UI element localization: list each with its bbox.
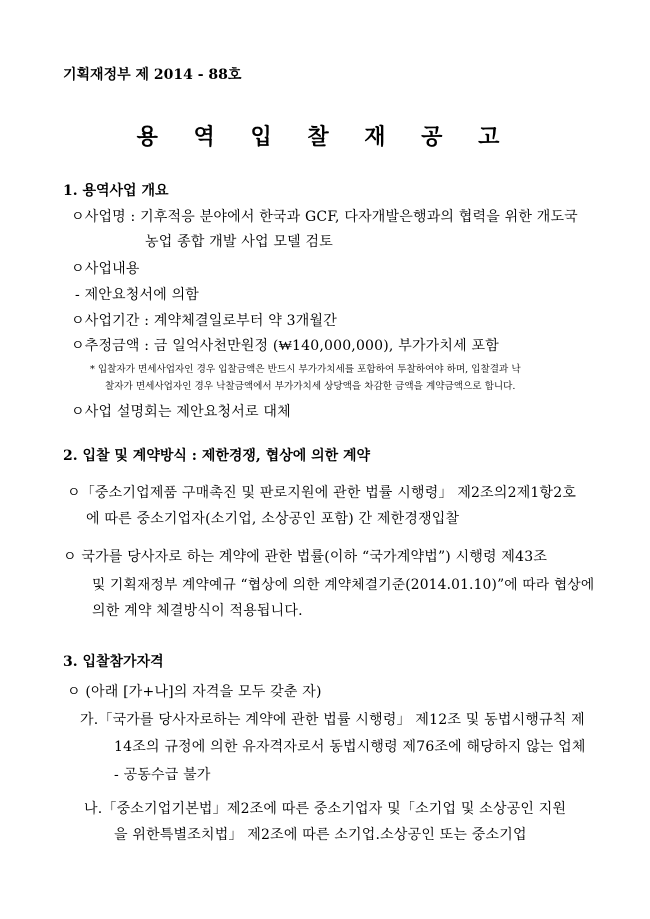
estimated-price: ㅇ추정금액 : 금 일억사천만원정 (₩140,000,000), 부가가치세 포함 (71, 338, 499, 354)
tax-note-line-2: 찰자가 면세사업자인 경우 낙찰금액에서 부가가치세 상당액을 차감한 금액을 계약금액으로 합니다. (105, 381, 516, 392)
qualification-ga-line-2: 14조의 규정에 의한 유자격자로서 동법시행령 제76조에 해당하지 않는 업체 (114, 739, 586, 755)
bid-method-item-2-line-3: 의한 계약 체결방식이 적용됩니다. (92, 603, 303, 619)
project-content-label: ㅇ사업내용 (71, 261, 140, 277)
qualification-ga-line-3: - 공동수급 불가 (114, 767, 211, 783)
bid-method-item-1-line-2: 에 따른 중소기업자(소기업, 소상공인 포함) 간 제한경쟁입찰 (86, 511, 460, 527)
project-content-value: - 제안요청서에 의함 (75, 287, 200, 303)
project-name-line-2: 농업 종합 개발 사업 모델 검토 (145, 234, 333, 250)
qualification-na-line-1: 나.「중소기업기본법」제2조에 따른 중소기업자 및「소기업 및 소상공인 지원 (84, 801, 567, 817)
section-2-heading: 2. 입찰 및 계약방식 : 제한경쟁, 협상에 의한 계약 (63, 448, 371, 464)
project-period: ㅇ사업기간 : 계약체결일로부터 약 3개월간 (71, 313, 337, 329)
qualification-ga-line-1: 가.「국가를 당사자로하는 계약에 관한 법률 시행령」 제12조 및 동법시행규칙 제 (80, 712, 585, 728)
page-title: 용 역 입 찰 재 공 고 (136, 124, 514, 150)
bid-method-item-1-line-1: ㅇ「중소기업제품 구매촉진 및 판로지원에 관한 법률 시행령」 제2조의2제1항2호 (67, 485, 577, 501)
document-number: 기획재정부 제 2014 - 88호 (63, 67, 242, 83)
qualification-na-line-2: 을 위한특별조치법」 제2조에 따른 소기업.소상공인 또는 중소기업 (114, 827, 527, 843)
section-1-heading: 1. 용역사업 개요 (63, 183, 169, 199)
section-3-heading: 3. 입찰참가자격 (63, 654, 164, 670)
bid-method-item-2-line-2: 및 기획재정부 계약예규 “협상에 의한 계약체결기준(2014.01.10)”에 따라 협상에 (92, 577, 595, 593)
project-name-line-1: ㅇ사업명 : 기후적응 분야에서 한국과 GCF, 다자개발은행과의 협력을 위한 개도국 (71, 209, 578, 225)
tax-note-line-1: * 입찰자가 면세사업자인 경우 입찰금액은 반드시 부가가치세를 포함하여 투찰하여야 하며, 입찰결과 낙 (90, 364, 521, 375)
briefing-session: ㅇ사업 설명회는 제안요청서로 대체 (71, 404, 291, 420)
bid-method-item-2-line-1: ㅇ 국가를 당사자로 하는 계약에 관한 법률(이하 “국가계약법”) 시행령 제43조 (63, 549, 548, 565)
qualification-intro: ㅇ (아래 [가+나]의 자격을 모두 갖춘 자) (67, 684, 322, 700)
